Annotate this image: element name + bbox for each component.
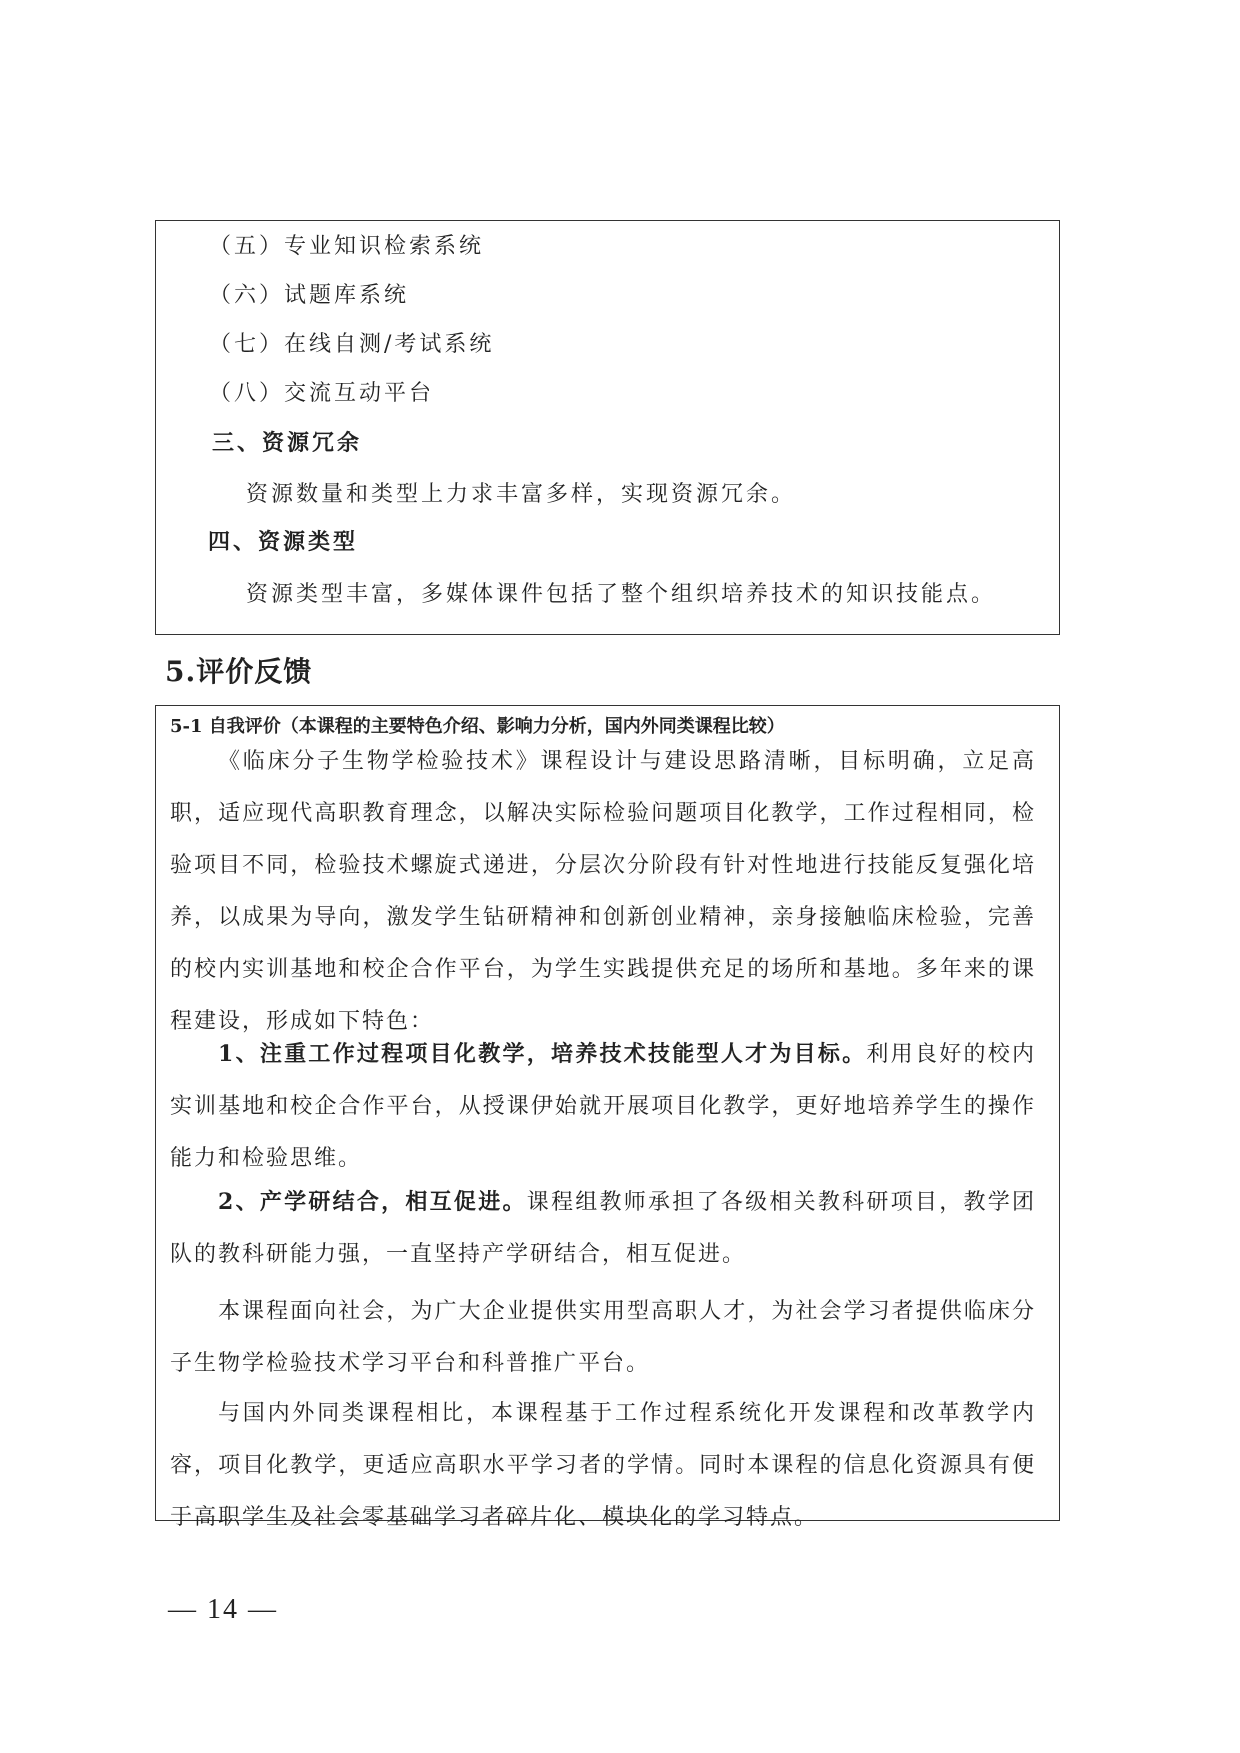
paragraph-feature-1 [170, 1028, 1036, 1185]
section-title: 5.评价反馈 [165, 655, 313, 688]
feature-1-text: 利用良好的校内实训基地和校企合作平台，从授课伊始就开展项目化教学，更好地培养学生的操作能力和检验思维。 [170, 1042, 1036, 1171]
paragraph-intro: 《临床分子生物学检验技术》课程设计与建设思路清晰，目标明确，立足高职，适应现代高职教育理念，以解决实际检验问题项目化教学，工作过程相同，检验项目不同，检验技术螺旋式递进，分层次分阶段有针对性地进行技能反复强化培养，以成果为导向，激发学生钻研精神和创新创业精神，亲身接触临床检验，完善的校内实训基地和校企合作平台，为学生实践提供充足的场所和基地。多年来的课程建设，形成如下特色： [170, 749, 1036, 1034]
page-number: — 14 — [168, 1594, 278, 1625]
feature-2-heading: 2、产学研结合，相互促进。 [218, 1189, 527, 1215]
feature-1-heading: 1、注重工作过程项目化教学，培养技术技能型人才为目标。 [218, 1041, 867, 1067]
text-resource-redundancy: 资源数量和类型上力求丰富多样，实现资源冗余。 [246, 482, 797, 507]
self-evaluation-box [155, 705, 1060, 1530]
heading-resource-type: 四、资源类型 [208, 529, 359, 555]
paragraph-social: 本课程面向社会，为广大企业提供实用型高职人才，为社会学习者提供临床分子生物学检验技术学习平台和科普推广平台。 [170, 1299, 1036, 1376]
feature-2-text: 课程组教师承担了各级相关教科研项目，教学团队的教科研能力强，一直坚持产学研结合，相互促进。 [170, 1190, 1036, 1267]
heading-resource-redundancy: 三、资源冗余 [212, 430, 363, 456]
text-resource-type: 资源类型丰富，多媒体课件包括了整个组织培养技术的知识技能点。 [246, 582, 997, 607]
list-item: （五）专业知识检索系统 [209, 234, 485, 259]
list-item: （六）试题库系统 [209, 283, 410, 308]
list-item: （七）在线自测/考试系统 [209, 332, 495, 357]
list-item: （八）交流互动平台 [209, 381, 435, 406]
sub-heading: 5-1 自我评价（本课程的主要特色介绍、影响力分析，国内外同类课程比较） [170, 716, 785, 737]
resource-list-box [155, 220, 1060, 635]
paragraph-feature-2 [170, 1176, 1036, 1281]
paragraph-comparison: 与国内外同类课程相比，本课程基于工作过程系统化开发课程和改革教学内容，项目化教学，更适应高职水平学习者的学情。同时本课程的信息化资源具有便于高职学生及社会零基础学习者碎片化、模块化的学习特点。 [170, 1401, 1036, 1530]
